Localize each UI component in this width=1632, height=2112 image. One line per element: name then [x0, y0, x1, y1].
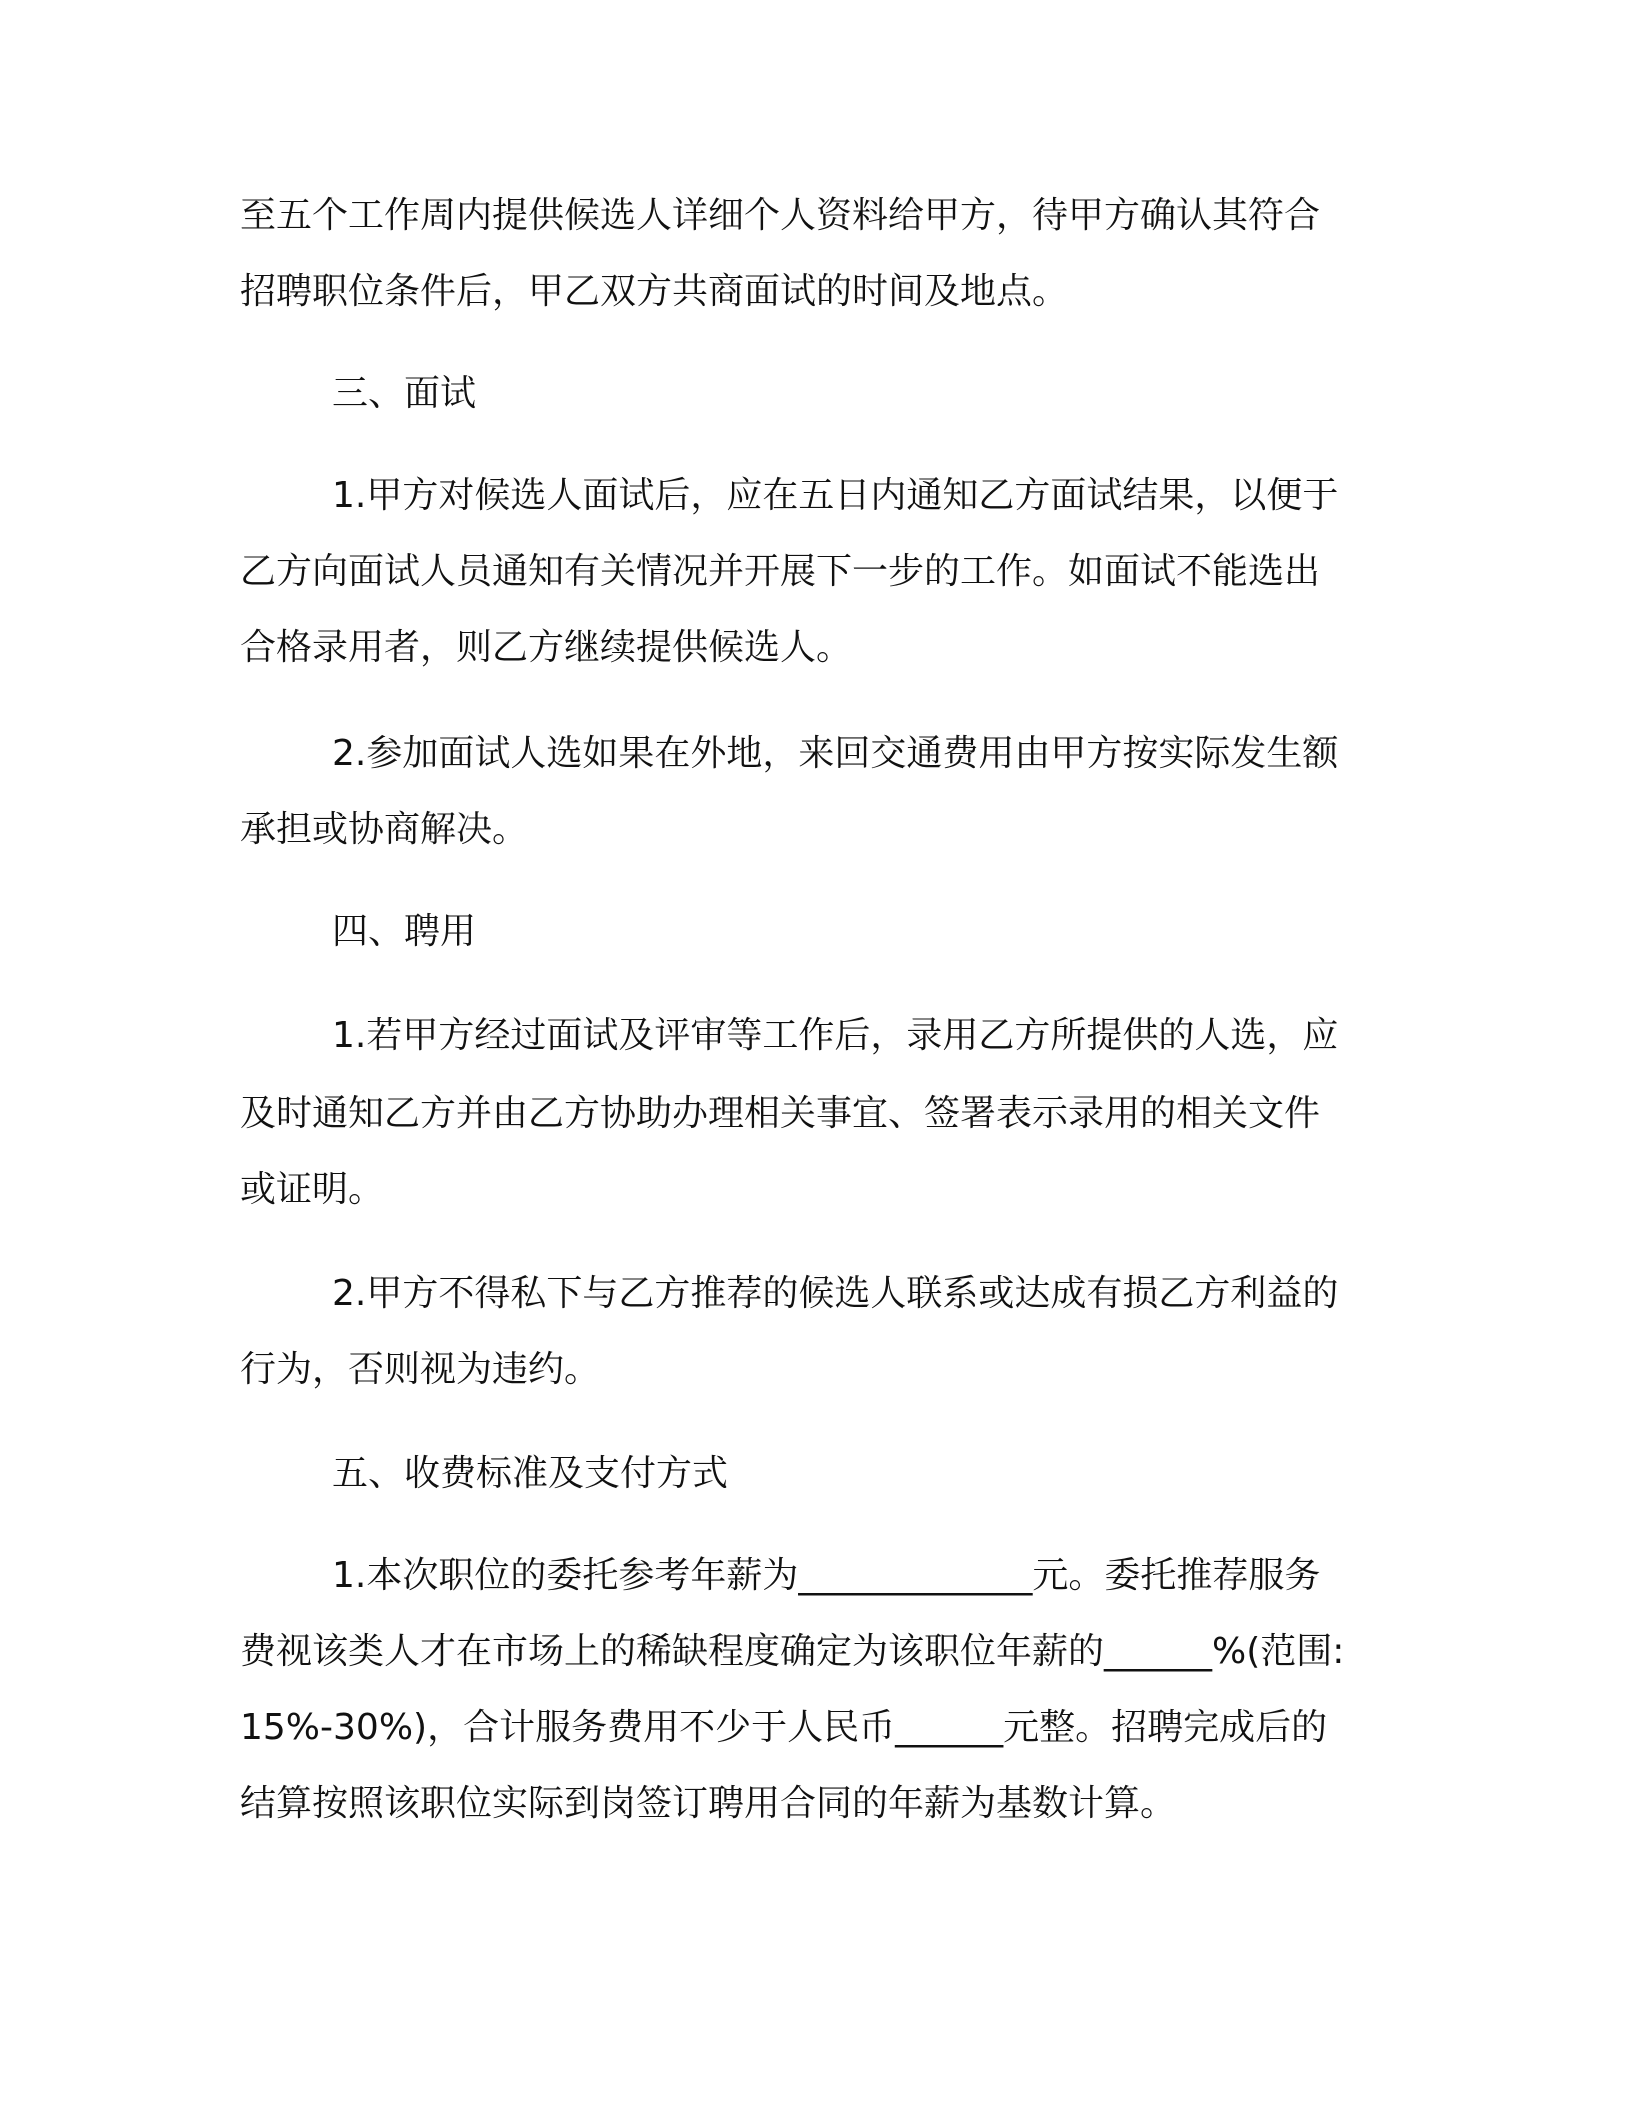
paragraph-line: 乙方向面试人员通知有关情况并开展下一步的工作。如面试不能选出	[240, 551, 1321, 592]
paragraph-line: 15%-30%)，合计服务费用不少于人民币______元整。招聘完成后的	[240, 1707, 1328, 1748]
paragraph-line: 招聘职位条件后，甲乙双方共商面试的时间及地点。	[240, 271, 1069, 312]
paragraph-line: 2.参加面试人选如果在外地，来回交通费用由甲方按实际发生额	[332, 733, 1339, 774]
paragraph-line: 结算按照该职位实际到岗签订聘用合同的年薪为基数计算。	[240, 1783, 1177, 1824]
paragraph-line: 费视该类人才在市场上的稀缺程度确定为该职位年薪的______%(范围:	[240, 1631, 1345, 1672]
paragraph-line: 及时通知乙方并由乙方协助办理相关事宜、签署表示录用的相关文件	[240, 1093, 1321, 1134]
paragraph-line: 或证明。	[240, 1169, 385, 1210]
paragraph-line: 1.若甲方经过面试及评审等工作后，录用乙方所提供的人选，应	[332, 1015, 1339, 1056]
paragraph-line: 承担或协商解决。	[240, 809, 529, 850]
section-heading-hiring: 四、聘用	[332, 911, 477, 952]
paragraph-line: 1.甲方对候选人面试后，应在五日内通知乙方面试结果，以便于	[332, 475, 1339, 516]
paragraph-line: 行为，否则视为违约。	[240, 1349, 601, 1390]
section-heading-fees: 五、收费标准及支付方式	[332, 1453, 729, 1494]
paragraph-line: 至五个工作周内提供候选人详细个人资料给甲方，待甲方确认其符合	[240, 195, 1321, 236]
paragraph-line: 2.甲方不得私下与乙方推荐的候选人联系或达成有损乙方利益的	[332, 1273, 1339, 1314]
section-heading-interview: 三、面试	[332, 373, 477, 414]
paragraph-line: 1.本次职位的委托参考年薪为_____________元。委托推荐服务	[332, 1555, 1321, 1596]
paragraph-line: 合格录用者，则乙方继续提供候选人。	[240, 627, 853, 668]
